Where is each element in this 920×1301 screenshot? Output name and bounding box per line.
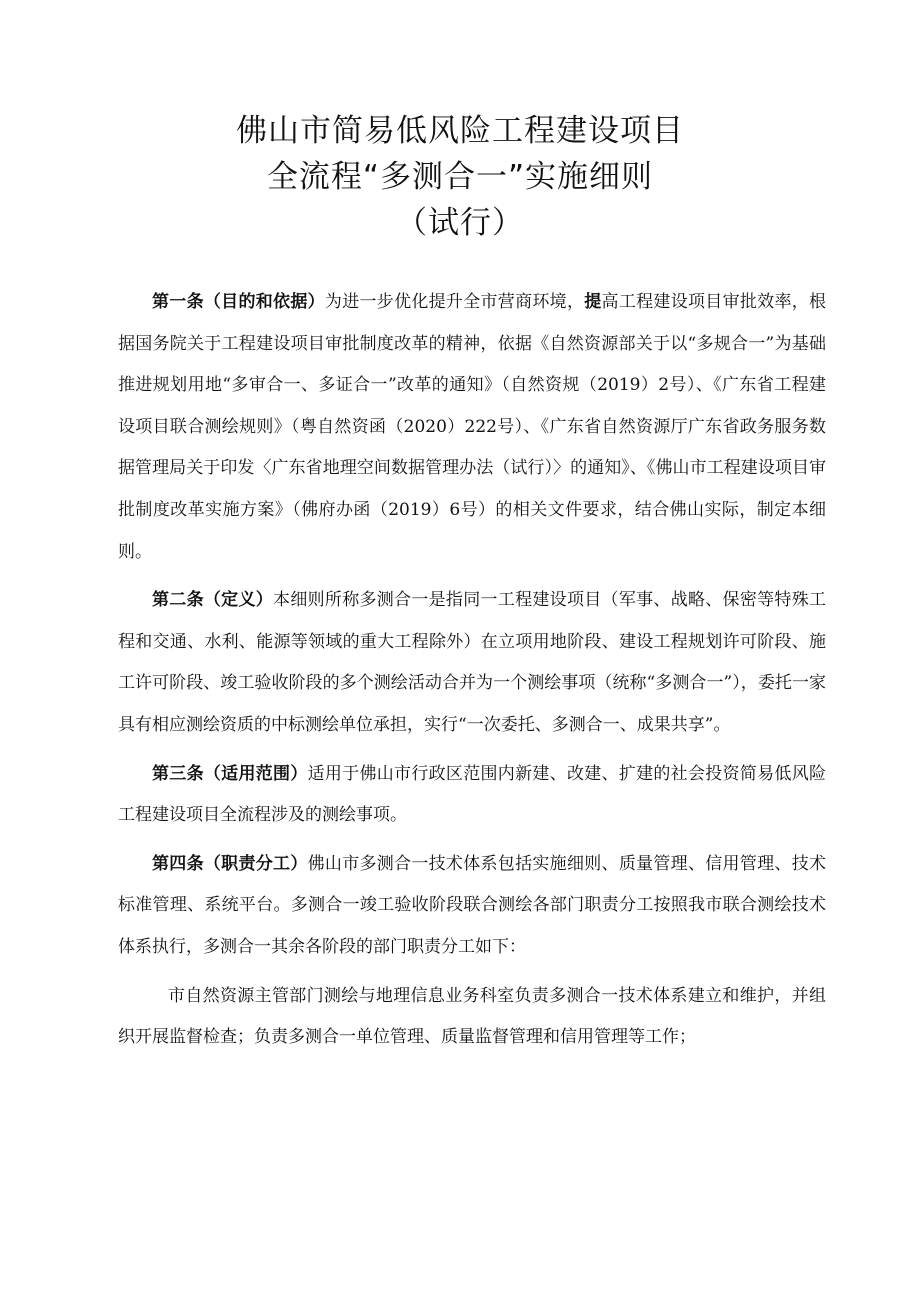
- article-1-heading: 第一条（目的和依据）: [152, 292, 325, 312]
- article-4-text: 佛山市多测合一技术体系包括实施细则、质量管理、信用管理、技术标准管理、系统平台。多测合一竣工验收阶段联合测绘各部门职责分工按照我市联合测绘技术体系执行，多测合一其余各阶段的部门职责分工如下：: [118, 853, 827, 957]
- article-1-text-rest: 高工程建设项目审批效率，根据国务院关于工程建设项目审批制度改革的精神，依据《自然资源部关于以“多规合一”为基础推进规划用地“多审合一、多证合一”改革的通知》（自然资规（2019）2号）、《广东省工程建设项目联合测绘规则》（粤自然资函（2020）222号）、《广东省自然资源厅广东省政务服务数据管理局关于印发〈广东省地理空间数据管理办法（试行）〉的通知》、《佛山市工程建设项目审批制度改革实施方案》（佛府办函（2019）6号）的相关文件要求，结合佛山实际，制定本细则。: [118, 292, 827, 562]
- article-3-heading: 第三条（适用范围）: [152, 763, 308, 784]
- article-2-text: 本细则所称多测合一是指同一工程建设项目（军事、战略、保密等特殊工程和交通、水利、能源等领域的重大工程除外）在立项用地阶段、建设工程规划许可阶段、施工许可阶段、竣工验收阶段的多个测绘活动合并为一个测绘事项（统称“多测合一”），委托一家具有相应测绘资质的中标测绘单位承担，实行“一次委托、多测合一、成果共享”。: [118, 590, 827, 735]
- title-line-2: 全流程“多测合一”实施细则: [266, 159, 654, 195]
- document-title: [0, 108, 920, 246]
- article-4-paragraph-2: 市自然资源主管部门测绘与地理信息业务科室负责多测合一技术体系建立和维护，并组织开展监督检查；负责多测合一单位管理、质量监督管理和信用管理等工作；: [118, 985, 826, 1048]
- document-body: [118, 282, 826, 1059]
- article-1-emphasis: 提: [584, 292, 602, 312]
- title-line-3: （试行）: [396, 205, 524, 241]
- article-4: [118, 844, 826, 969]
- article-3-text: 适用于佛山市行政区范围内新建、改建、扩建的社会投资简易低风险工程建设项目全流程涉及的测绘事项。: [118, 763, 827, 826]
- article-2: [118, 580, 826, 746]
- article-1: [118, 282, 826, 573]
- article-2-heading: 第二条（定义）: [152, 590, 274, 611]
- article-3: [118, 754, 826, 837]
- article-1-text: 为进一步优化提升全市营商环境，: [324, 292, 585, 312]
- article-4-heading: 第四条（职责分工）: [152, 853, 308, 874]
- title-line-1: 佛山市简易低风险工程建设项目: [236, 113, 684, 149]
